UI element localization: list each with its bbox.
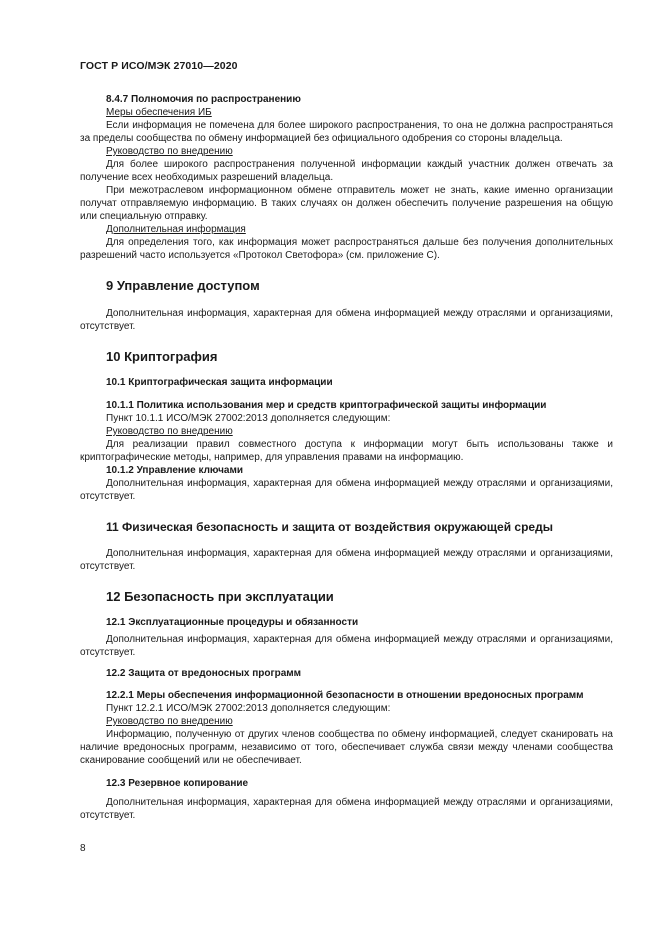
subsection-heading: 12.2.1 Меры обеспечения информационной безопасности в отношении вредоносных программ [106, 690, 584, 701]
subsection-heading: 10.1.2 Управление ключами [106, 465, 244, 476]
section-heading: 11 Физическая безопасность и защита от воздействия окружающей среды [106, 520, 553, 534]
paragraph: Дополнительная информация, характерная для обмена информацией между отраслями и организациями, отсутствует. [80, 634, 613, 658]
section-8-4-7 [80, 93, 613, 262]
document-header: ГОСТ Р ИСО/МЭК 27010—2020 [80, 60, 238, 72]
paragraph: Пункт 12.2.1 ИСО/МЭК 27002:2013 дополняется следующим: [106, 703, 391, 714]
subsection-heading: 12.3 Резервное копирование [106, 778, 249, 789]
paragraph: Дополнительная информация, характерная для обмена информацией между отраслями и организациями, отсутствует. [80, 548, 613, 572]
paragraph: При межотраслевом информационном обмене отправитель может не знать, какие именно организации получат отправляемую информацию. В таких случаях он должен обеспечить получение разрешения на общую или специальную отправку. [80, 185, 613, 222]
paragraph: Если информация не помечена для более широкого распространения, то она не должна распространяться за пределы сообщества по обмену информацией без официального одобрения со стороны владельца. [80, 120, 613, 144]
label-implementation-guide: Руководство по внедрению [106, 146, 233, 157]
label-additional-info: Дополнительная информация [106, 224, 246, 235]
section-10 [80, 349, 613, 503]
paragraph: Дополнительная информация, характерная для обмена информацией между отраслями и организациями, отсутствует. [80, 308, 613, 332]
section-9 [80, 278, 613, 333]
section-11 [80, 519, 613, 573]
paragraph: Дополнительная информация, характерная для обмена информацией между отраслями и организациями, отсутствует. [80, 797, 613, 821]
page-number: 8 [80, 843, 86, 854]
section-heading: 12 Безопасность при эксплуатации [106, 589, 334, 604]
label-security-measures: Меры обеспечения ИБ [106, 107, 212, 118]
subsection-heading: 10.1 Криптографическая защита информации [106, 377, 333, 388]
label-implementation-guide: Руководство по внедрению [106, 716, 233, 727]
paragraph: Информацию, полученную от других членов сообщества по обмену информацией, следует сканировать на наличие вредоносных программ, независимо от того, обеспечивает служба связи между членами сообщества сканирование сообщений или не обеспечивает. [80, 729, 613, 766]
subsection-heading: 12.1 Эксплуатационные процедуры и обязанности [106, 617, 359, 628]
section-heading: 10 Криптография [106, 349, 218, 364]
section-12 [80, 589, 613, 822]
paragraph: Для реализации правил совместного доступа к информации могут быть использованы также и криптографические методы, например, для управления правами на информацию. [80, 439, 613, 463]
section-heading: 8.4.7 Полномочия по распространению [106, 94, 301, 105]
document-page [80, 60, 613, 822]
subsection-heading: 10.1.1 Политика использования мер и средств криптографической защиты информации [106, 400, 547, 411]
paragraph: Для определения того, как информация может распространяться дальше без получения дополнительных разрешений часто используется «Протокол Светофора» (см. приложение С). [80, 237, 613, 261]
paragraph: Для более широкого распространения полученной информации каждый участник должен отвечать за получение всех необходимых разрешений владельца. [80, 159, 613, 183]
paragraph: Пункт 10.1.1 ИСО/МЭК 27002:2013 дополняется следующим: [106, 413, 391, 424]
subsection-heading: 12.2 Защита от вредоносных программ [106, 668, 302, 679]
section-heading: 9 Управление доступом [106, 278, 260, 293]
paragraph: Дополнительная информация, характерная для обмена информацией между отраслями и организациями, отсутствует. [80, 478, 613, 502]
label-implementation-guide: Руководство по внедрению [106, 426, 233, 437]
